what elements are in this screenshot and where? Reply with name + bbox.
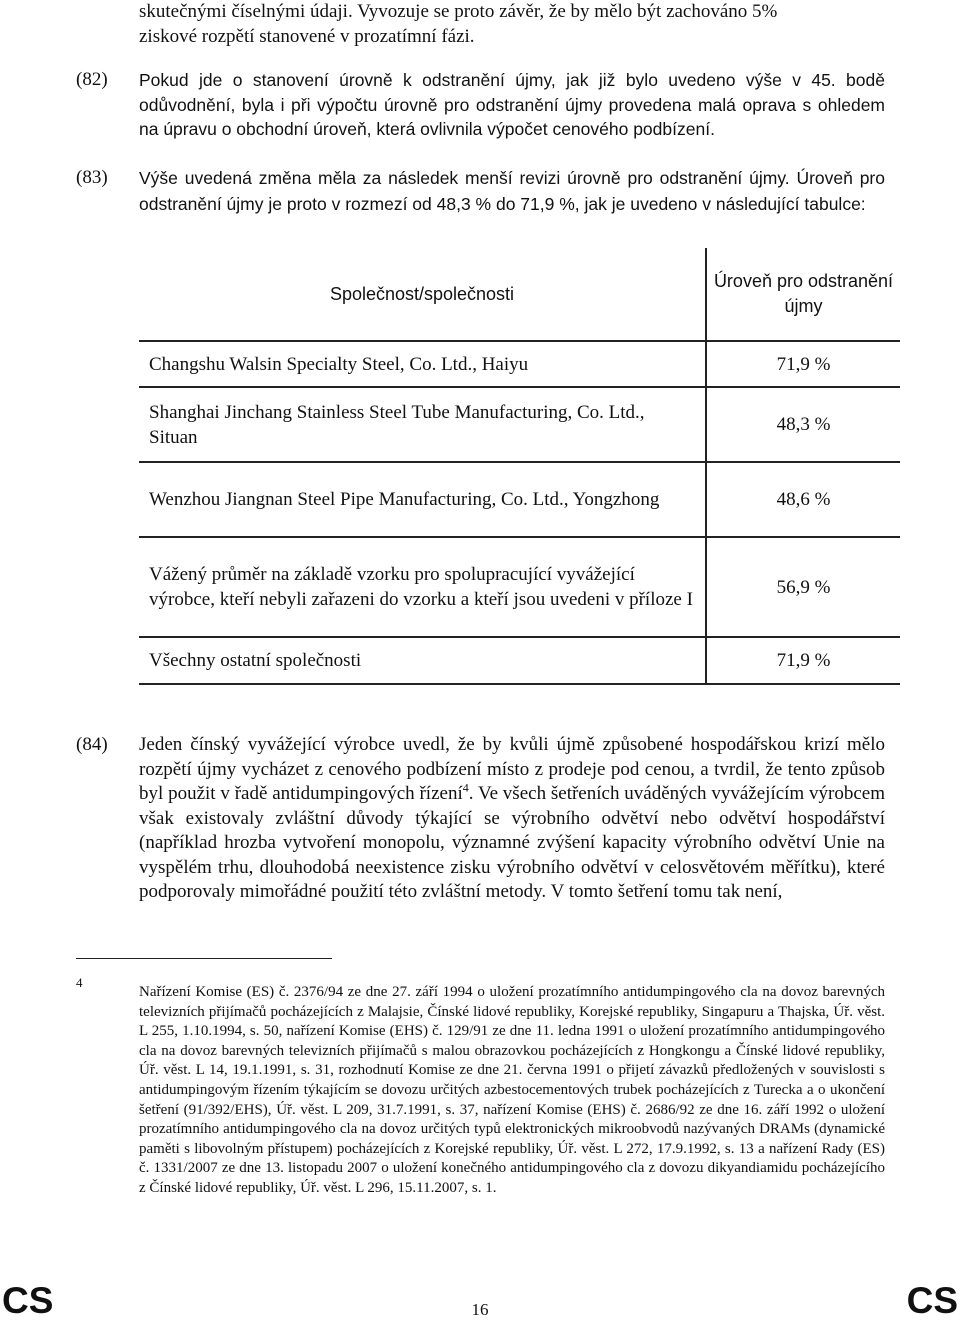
company-cell: Wenzhou Jiangnan Steel Pipe Manufacturing, Co. Ltd., Yongzhong: [149, 489, 660, 510]
paragraph-84-text-after: . Ve všech šetřeních uváděných vyvážejícím výrobcem však existovaly zvláštní důvody týkající se výrobního odvětví nebo odvětví hospodářství (například hrozba vytvoření monopolu, významné zvýšení kapacity výrobního odvětví Unie na vyspělém trhu, dlouhodobá neexistence zisku výrobního odvětví v celosvětovém měřítku), které podporovaly mimořádné použití této zvláštní metody. V tomto šetření tomu tak není,: [139, 783, 885, 902]
paragraph-83-text: Výše uvedená změna měla za následek menší revizi úrovně pro odstranění újmy. Úroveň pro odstranění újmy je proto v rozmezí od 48,3 % do 71,9 %, jak je uvedeno v následující tabulce:: [139, 168, 885, 214]
table-row: [139, 463, 900, 538]
footnote-number: 4: [76, 975, 83, 990]
level-cell: 71,9 %: [705, 638, 900, 683]
table-row: [139, 638, 900, 685]
footer-language-right: CS: [906, 1280, 958, 1321]
continuation-line-2: ziskové rozpětí stanovené v prozatímní fázi.: [139, 25, 475, 47]
company-cell: Vážený průměr na základě vzorku pro spolupracující vyvážející výrobce, kteří nebyli zařazeni do vzorku a kteří jsou uvedeni v příloze I: [149, 564, 693, 610]
paragraph-number-83: (83): [76, 167, 108, 188]
header-level: Úroveň pro odstranění újmy: [705, 248, 900, 340]
continuation-line-1: skutečnými číselnými údaji. Vyvozuje se proto závěr, že by mělo být zachováno 5%: [139, 1, 778, 22]
paragraph-84: [139, 733, 885, 905]
paragraph-84-text-before: Jeden čínský vyvážející výrobce uvedl, že by kvůli újmě způsobené hospodářskou krizí mělo rozpětí újmy vycházet z cenového podbízení místo z prodeje pod cenou, a tvrdil, že tento způsob byl použit v řadě antidumpingových řízení: [139, 734, 885, 804]
paragraph-number-82: (82): [76, 69, 108, 90]
footnote-separator: [76, 958, 332, 959]
level-cell: 71,9 %: [705, 342, 900, 386]
level-cell: 56,9 %: [705, 538, 900, 636]
level-cell: 48,3 %: [705, 388, 900, 461]
harm-elimination-table: [139, 248, 900, 685]
table-row: [139, 342, 900, 388]
paragraph-82: Pokud jde o stanovení úrovně k odstranění újmy, jak již bylo uvedeno výše v 45. bodě odůvodnění, byla i při výpočtu úrovně pro odstranění újmy provedena malá oprava s ohledem na úpravu o obchodní úroveň, která ovlivnila výpočet cenového podbízení.: [139, 70, 885, 139]
table-row: [139, 388, 900, 463]
footnote-reference[interactable]: 4: [462, 780, 469, 795]
table-row: [139, 538, 900, 638]
footer-language-left: CS: [2, 1280, 54, 1321]
level-cell: 48,6 %: [705, 463, 900, 536]
paragraph-number-84: (84): [76, 734, 108, 755]
header-company: Společnost/společnosti: [329, 283, 515, 304]
footnote-text: Nařízení Komise (ES) č. 2376/94 ze dne 27. září 1994 o uložení prozatímního antidumpingového cla na dovoz barevných televizních přijímačů pocházejících z Malajsie, Čínské lidové republiky, Korejské republiky, Singapuru a Thajska, Úř. věst. L 255, 1.10.1994, s. 50, nařízení Komise (EHS) č. 129/91 ze dne 11. ledna 1991 o uložení prozatímního antidumpingového cla na dovoz barevných televizních přijímačů s malou obrazovkou pocházejících z Hongkongu a Čínské lidové republiky, Úř. věst. L 14, 19.1.1991, s. 31, rozhodnutí Komise ze dne 21. června 1991 o přijetí závazků předložených v souvislosti s antidumpingovým řízením týkajícím se dovozu určitých azbestocementových trubek pocházejících z Turecka a o ukončení šetření (91/392/EHS), Úř. věst. L 209, 31.7.1991, s. 37, nařízení Komise (EHS) č. 2686/92 ze dne 16. září 1992 o uložení prozatímního antidumpingového cla na dovoz určitých typů elektronických mikroobvodů nazývaných DRAMs (dynamické paměti s libovolným přístupem) pocházejících z Korejské republiky, Úř. věst. L 272, 17.9.1992, s. 13 a nařízení Rady (ES) č. 1331/2007 ze dne 13. listopadu 2007 o uložení konečného antidumpingového cla z dovozu dikyandiamidu pocházejícího z Čínské lidové republiky, Úř. věst. L 296, 15.11.2007, s. 1.: [139, 984, 885, 1196]
company-cell: Všechny ostatní společnosti: [149, 650, 362, 671]
company-cell: Changshu Walsin Specialty Steel, Co. Ltd., Haiyu: [149, 353, 529, 375]
page-number: 16: [471, 1300, 489, 1319]
paragraph-83: [139, 166, 885, 217]
company-cell: Shanghai Jinchang Stainless Steel Tube Manufacturing, Co. Ltd., Situan: [149, 401, 645, 448]
continuation-text: [139, 0, 885, 49]
table-header-row: [139, 248, 900, 342]
